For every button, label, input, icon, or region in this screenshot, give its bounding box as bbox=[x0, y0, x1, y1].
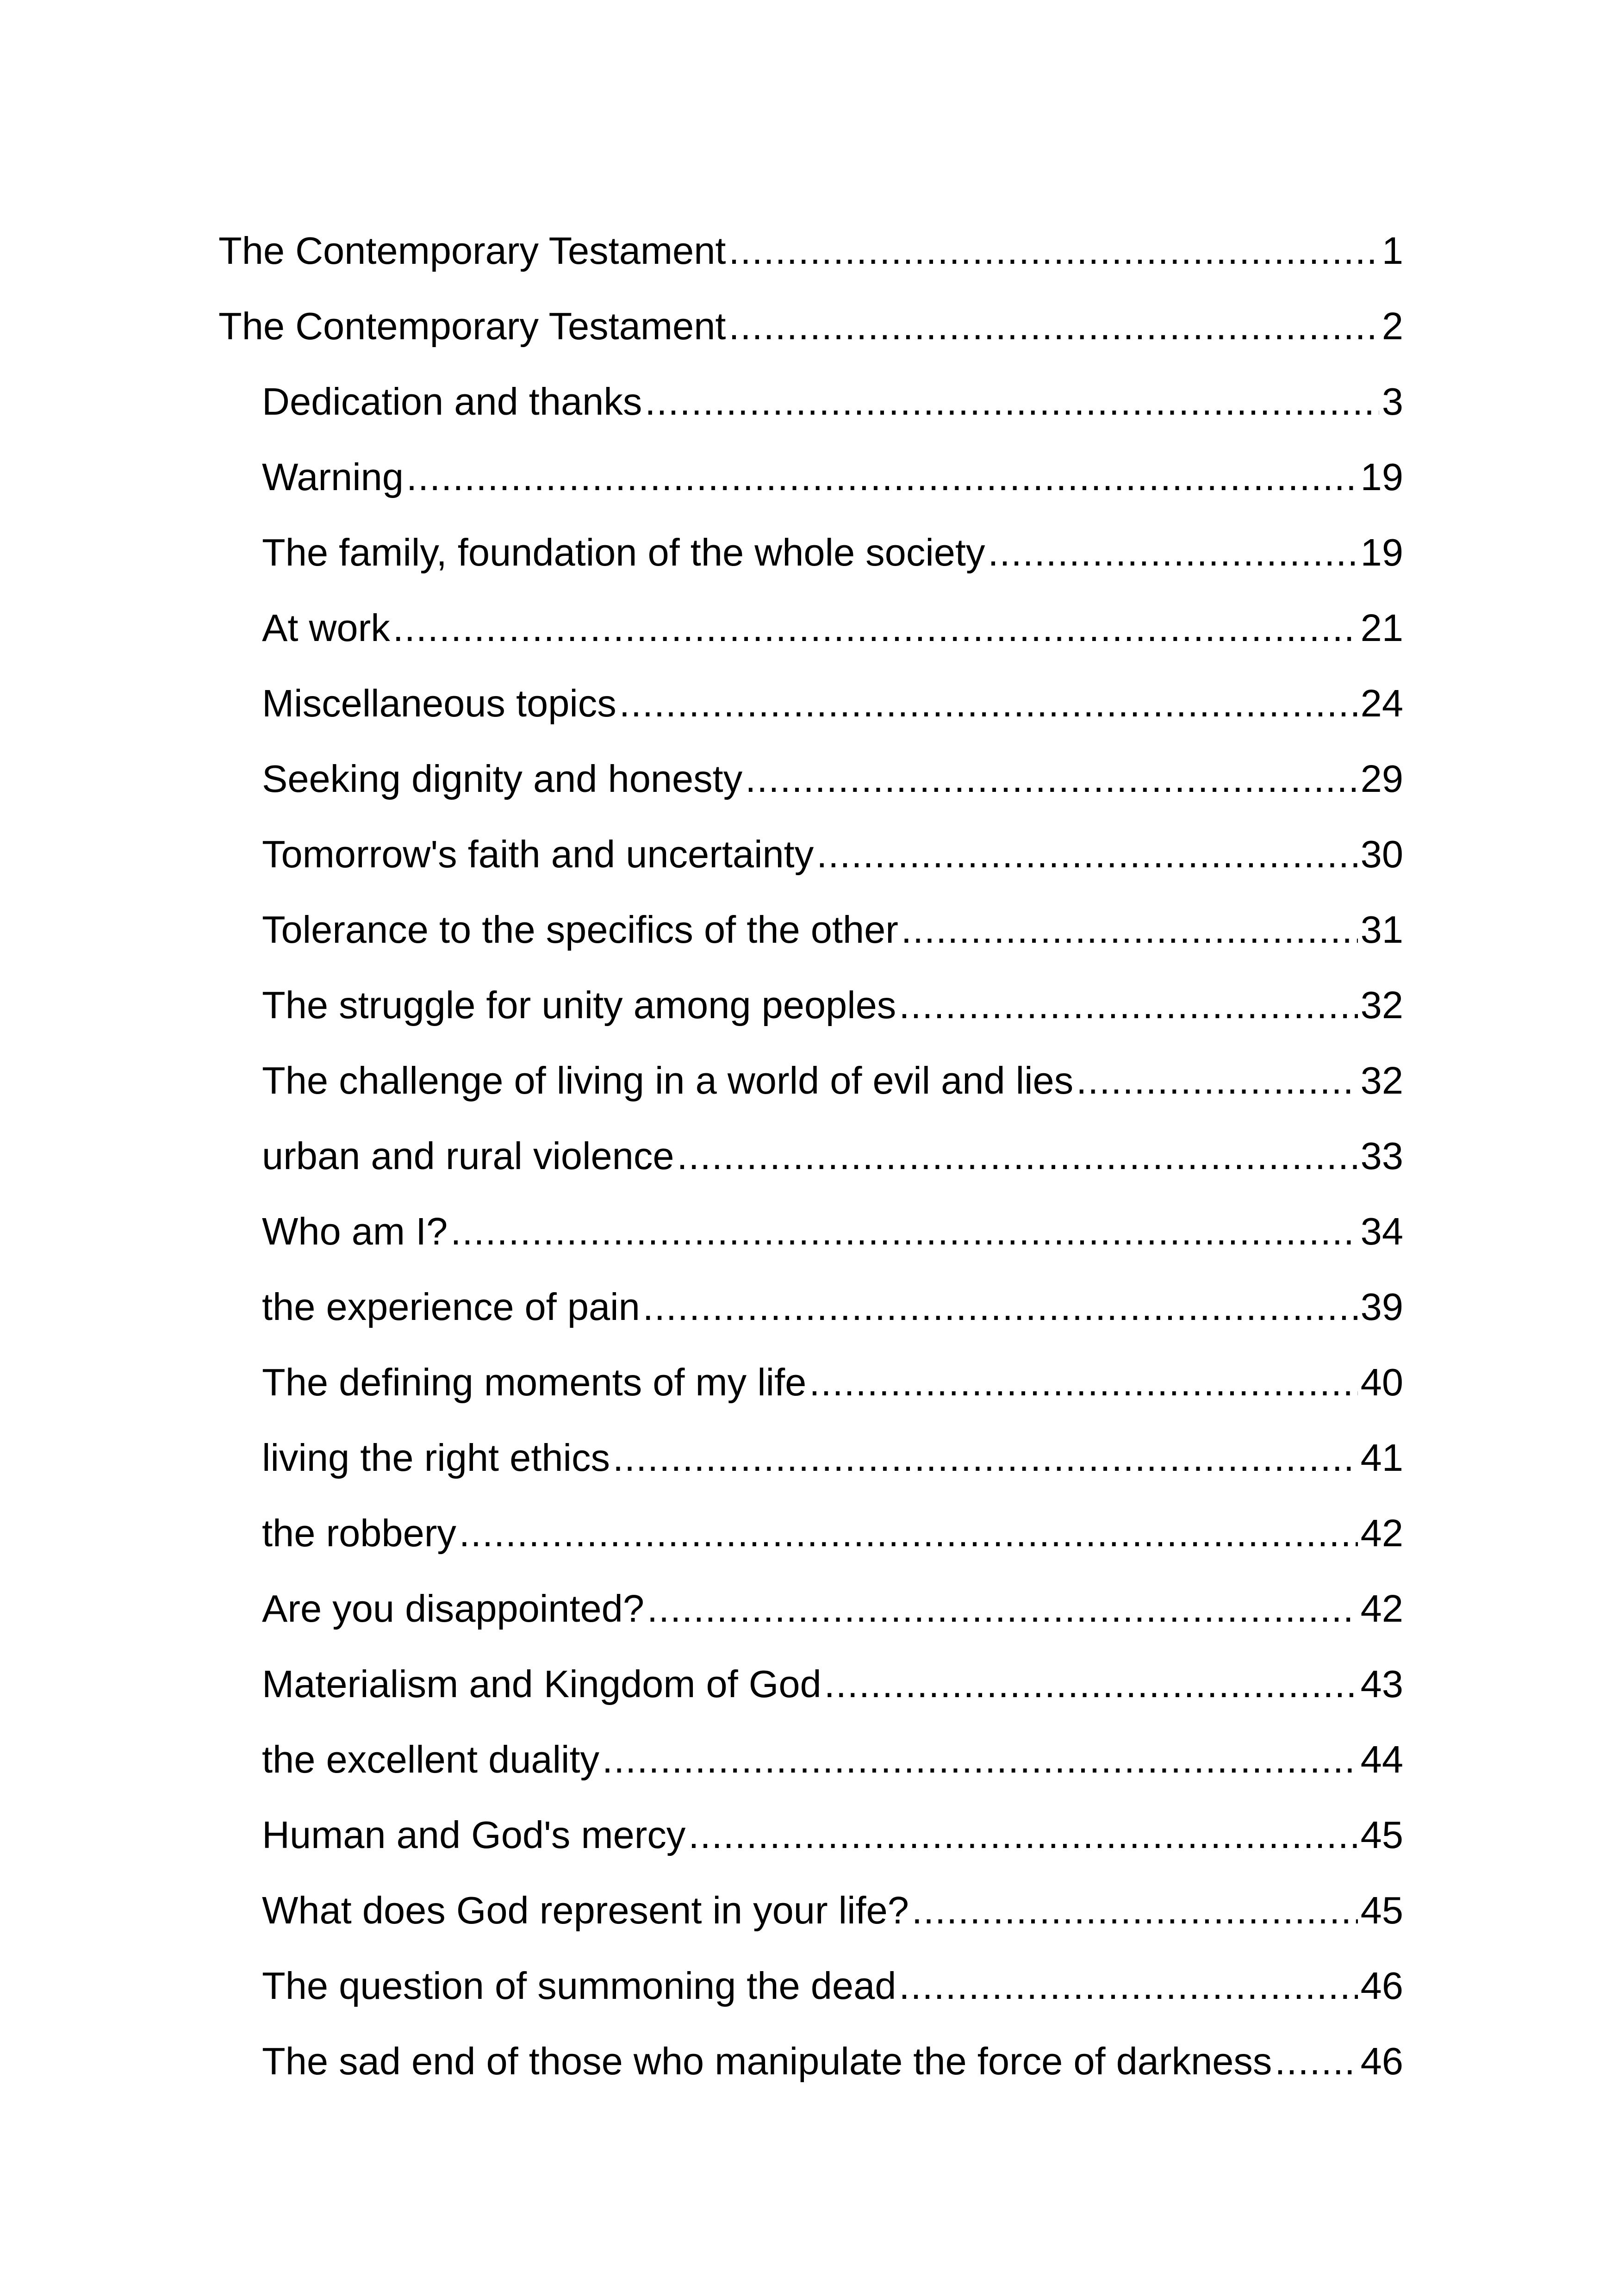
toc-dot-leader bbox=[643, 1269, 1358, 1344]
toc-entry-page-number: 29 bbox=[1360, 757, 1403, 800]
toc-dot-leader bbox=[728, 213, 1379, 288]
toc-entry-title: The question of summoning the dead bbox=[262, 1964, 896, 2007]
toc-dot-leader bbox=[602, 1722, 1358, 1797]
toc-entry[interactable] bbox=[218, 666, 1403, 741]
toc-entry-page-number: 39 bbox=[1360, 1285, 1403, 1328]
toc-entry[interactable] bbox=[218, 1797, 1403, 1873]
toc-dot-leader bbox=[745, 741, 1357, 816]
toc-entry-page-number: 46 bbox=[1360, 2040, 1403, 2083]
toc-dot-leader bbox=[619, 666, 1358, 741]
toc-dot-leader bbox=[459, 1495, 1358, 1571]
toc-entry-title: The sad end of those who manipulate the force of darkness bbox=[262, 2040, 1272, 2083]
toc-entry-title: At work bbox=[262, 606, 390, 649]
toc-entry[interactable] bbox=[218, 1495, 1403, 1571]
toc-dot-leader bbox=[406, 439, 1358, 515]
toc-dot-leader bbox=[688, 1797, 1357, 1873]
toc-dot-leader bbox=[645, 364, 1379, 439]
toc-entry-title: What does God represent in your life? bbox=[262, 1889, 909, 1932]
toc-entry-title: the robbery bbox=[262, 1512, 456, 1555]
toc-entry[interactable] bbox=[218, 213, 1403, 288]
toc-entry[interactable] bbox=[218, 1194, 1403, 1269]
toc-dot-leader bbox=[613, 1420, 1358, 1495]
toc-dot-leader bbox=[912, 1873, 1358, 1948]
toc-entry[interactable] bbox=[218, 1571, 1403, 1646]
toc-entry[interactable] bbox=[218, 967, 1403, 1043]
toc-entry-title: Human and God's mercy bbox=[262, 1813, 686, 1856]
toc-entry[interactable] bbox=[218, 816, 1403, 892]
toc-entry-page-number: 41 bbox=[1360, 1436, 1403, 1479]
toc-entry-page-number: 45 bbox=[1360, 1889, 1403, 1932]
toc-entry-title: Who am I? bbox=[262, 1210, 448, 1253]
toc-entry-page-number: 31 bbox=[1360, 908, 1403, 951]
toc-entry[interactable] bbox=[218, 892, 1403, 967]
toc-entry[interactable] bbox=[218, 1420, 1403, 1495]
toc-entry-page-number: 19 bbox=[1360, 455, 1403, 498]
toc-entry-page-number: 40 bbox=[1360, 1361, 1403, 1404]
toc-entry-page-number: 44 bbox=[1360, 1738, 1403, 1781]
toc-entry-title: Tomorrow's faith and uncertainty bbox=[262, 833, 814, 876]
toc-entry-page-number: 43 bbox=[1360, 1662, 1403, 1705]
toc-entry-title: living the right ethics bbox=[262, 1436, 610, 1479]
toc-entry-page-number: 45 bbox=[1360, 1813, 1403, 1856]
toc-entry-page-number: 42 bbox=[1360, 1512, 1403, 1555]
toc-entry[interactable] bbox=[218, 364, 1403, 439]
toc-dot-leader bbox=[728, 288, 1379, 364]
toc-dot-leader bbox=[988, 515, 1358, 590]
toc-entry[interactable] bbox=[218, 1269, 1403, 1344]
toc-entry[interactable] bbox=[218, 2023, 1403, 2099]
toc-entry[interactable] bbox=[218, 1873, 1403, 1948]
toc-dot-leader bbox=[816, 816, 1357, 892]
toc-entry-title: Materialism and Kingdom of God bbox=[262, 1662, 821, 1705]
toc-entry-page-number: 33 bbox=[1360, 1134, 1403, 1177]
toc-entry-page-number: 19 bbox=[1360, 531, 1403, 574]
toc-dot-leader bbox=[901, 892, 1358, 967]
toc-dot-leader bbox=[1275, 2023, 1357, 2099]
toc-entry-title: the experience of pain bbox=[262, 1285, 640, 1328]
toc-dot-leader bbox=[824, 1646, 1358, 1722]
toc-entry-title: Are you disappointed? bbox=[262, 1587, 644, 1630]
toc-entry-title: Dedication and thanks bbox=[262, 380, 642, 423]
toc-dot-leader bbox=[647, 1571, 1358, 1646]
toc-entry[interactable] bbox=[218, 1646, 1403, 1722]
toc-entry[interactable] bbox=[218, 439, 1403, 515]
toc-entry[interactable] bbox=[218, 1344, 1403, 1420]
toc-entry[interactable] bbox=[218, 1722, 1403, 1797]
toc-entry-page-number: 1 bbox=[1382, 229, 1403, 272]
toc-entry-title: Warning bbox=[262, 455, 404, 498]
toc-entry-page-number: 32 bbox=[1360, 1059, 1403, 1102]
toc-entry-page-number: 32 bbox=[1360, 983, 1403, 1027]
toc-entry[interactable] bbox=[218, 1948, 1403, 2023]
toc-entry-page-number: 42 bbox=[1360, 1587, 1403, 1630]
toc-entry-page-number: 24 bbox=[1360, 682, 1403, 725]
toc-entry-title: Seeking dignity and honesty bbox=[262, 757, 743, 800]
toc-entry[interactable] bbox=[218, 515, 1403, 590]
toc-entry-page-number: 21 bbox=[1360, 606, 1403, 649]
toc-entry-page-number: 46 bbox=[1360, 1964, 1403, 2007]
toc-entry[interactable] bbox=[218, 1043, 1403, 1118]
toc-dot-leader bbox=[899, 967, 1357, 1043]
toc-entry-page-number: 2 bbox=[1382, 305, 1403, 348]
toc-entry-title: Tolerance to the specifics of the other bbox=[262, 908, 898, 951]
toc-entry-title: The family, foundation of the whole society bbox=[262, 531, 985, 574]
toc-entry[interactable] bbox=[218, 590, 1403, 666]
toc-entry[interactable] bbox=[218, 741, 1403, 816]
toc-entry-title: The challenge of living in a world of evil and lies bbox=[262, 1059, 1074, 1102]
toc-dot-leader bbox=[899, 1948, 1357, 2023]
toc-entry[interactable] bbox=[218, 288, 1403, 364]
toc-dot-leader bbox=[809, 1344, 1357, 1420]
toc-entry-page-number: 3 bbox=[1382, 380, 1403, 423]
toc-entry-page-number: 34 bbox=[1360, 1210, 1403, 1253]
table-of-contents bbox=[218, 213, 1403, 2099]
toc-entry-title: The Contemporary Testament bbox=[218, 229, 726, 272]
toc-entry-page-number: 30 bbox=[1360, 833, 1403, 876]
toc-entry-title: The Contemporary Testament bbox=[218, 305, 726, 348]
toc-dot-leader bbox=[1076, 1043, 1357, 1118]
toc-dot-leader bbox=[450, 1194, 1357, 1269]
toc-dot-leader bbox=[393, 590, 1358, 666]
toc-entry-title: urban and rural violence bbox=[262, 1134, 674, 1177]
toc-entry-title: The defining moments of my life bbox=[262, 1361, 807, 1404]
toc-entry-title: the excellent duality bbox=[262, 1738, 600, 1781]
toc-dot-leader bbox=[677, 1118, 1358, 1194]
toc-entry-title: Miscellaneous topics bbox=[262, 682, 616, 725]
toc-entry-title: The struggle for unity among peoples bbox=[262, 983, 896, 1027]
toc-entry[interactable] bbox=[218, 1118, 1403, 1194]
